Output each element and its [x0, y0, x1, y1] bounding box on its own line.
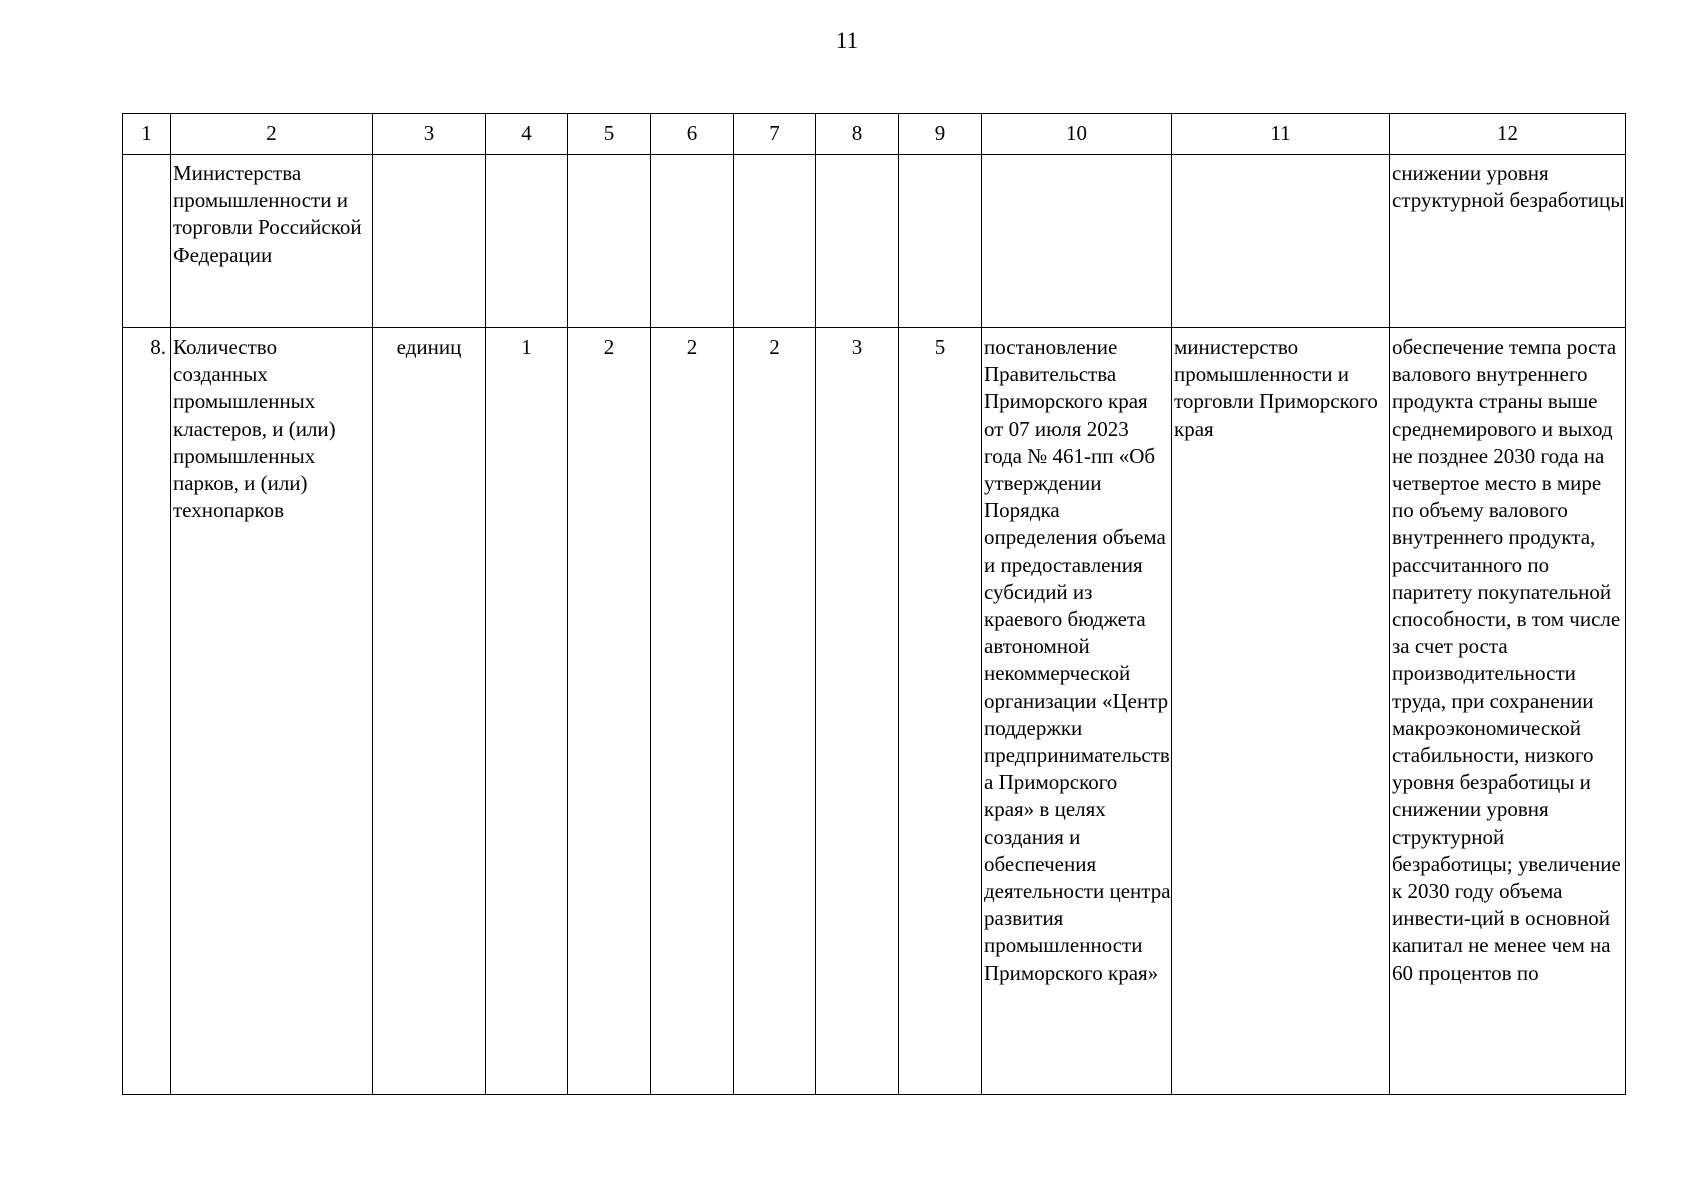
table-cell: [568, 155, 651, 328]
header-cell: 4: [486, 114, 568, 155]
header-cell: 2: [171, 114, 373, 155]
header-cell: 8: [816, 114, 899, 155]
table-cell: [123, 155, 171, 328]
goal-cell: обеспечение темпа роста валового внутреннего продукта страны выше среднемирового и выход не позднее 2030 года на четвертое место в мире по объему валового внутреннего продукта, рассчитанного по паритету покупательной способности, в том числе за счет роста производительности труда, при сохранении макроэкономической стабильности, низкого уровня безработицы и снижении уровня структурной безработицы; увеличение к 2030 году объема инвести-ций в основной капитал не менее чем на 60 процентов по: [1390, 328, 1626, 1095]
header-cell: 9: [899, 114, 982, 155]
page-number: 11: [835, 28, 859, 53]
table-cell: [816, 155, 899, 328]
header-cell: 5: [568, 114, 651, 155]
value-cell: 1: [486, 328, 568, 1095]
responsible-cell: министерство промышленности и торговли Приморского края: [1172, 328, 1390, 1095]
document-cell: постановление Правительства Приморского края от 07 июля 2023 года № 461-пп «Об утверждении Порядка определения объема и предоставления субсидий из краевого бюджета автономной некоммерческой организации «Центр поддержки предпринимательства Приморского края» в целях создания и обеспечения деятельности центра развития промышленности Приморского края»: [982, 328, 1172, 1095]
indicator-cell: Министерства промышленности и торговли Российской Федерации: [171, 155, 373, 328]
table-cell: [734, 155, 816, 328]
value-cell: 5: [899, 328, 982, 1095]
table-header-row: [123, 114, 1626, 155]
indicator-cell: Количество созданных промышленных кластеров, и (или) промышленных парков, и (или) технопарков: [171, 328, 373, 1095]
table-row: [123, 328, 1626, 1095]
header-cell: 11: [1172, 114, 1390, 155]
header-cell: 10: [982, 114, 1172, 155]
table-row: [123, 155, 1626, 328]
table-cell: [651, 155, 734, 328]
table-cell: [373, 155, 486, 328]
header-cell: 12: [1390, 114, 1626, 155]
value-cell: 2: [568, 328, 651, 1095]
table-cell: [982, 155, 1172, 328]
header-cell: 6: [651, 114, 734, 155]
value-cell: 3: [816, 328, 899, 1095]
header-cell: 1: [123, 114, 171, 155]
table-cell: [899, 155, 982, 328]
header-cell: 3: [373, 114, 486, 155]
table-cell: [486, 155, 568, 328]
value-cell: 2: [734, 328, 816, 1095]
value-cell: 2: [651, 328, 734, 1095]
table-cell: [1172, 155, 1390, 328]
unit-cell: единиц: [373, 328, 486, 1095]
row-number-cell: 8.: [123, 328, 171, 1095]
header-cell: 7: [734, 114, 816, 155]
indicators-table: [122, 113, 1626, 1095]
goal-cell: снижении уровня структурной безработицы: [1390, 155, 1626, 328]
